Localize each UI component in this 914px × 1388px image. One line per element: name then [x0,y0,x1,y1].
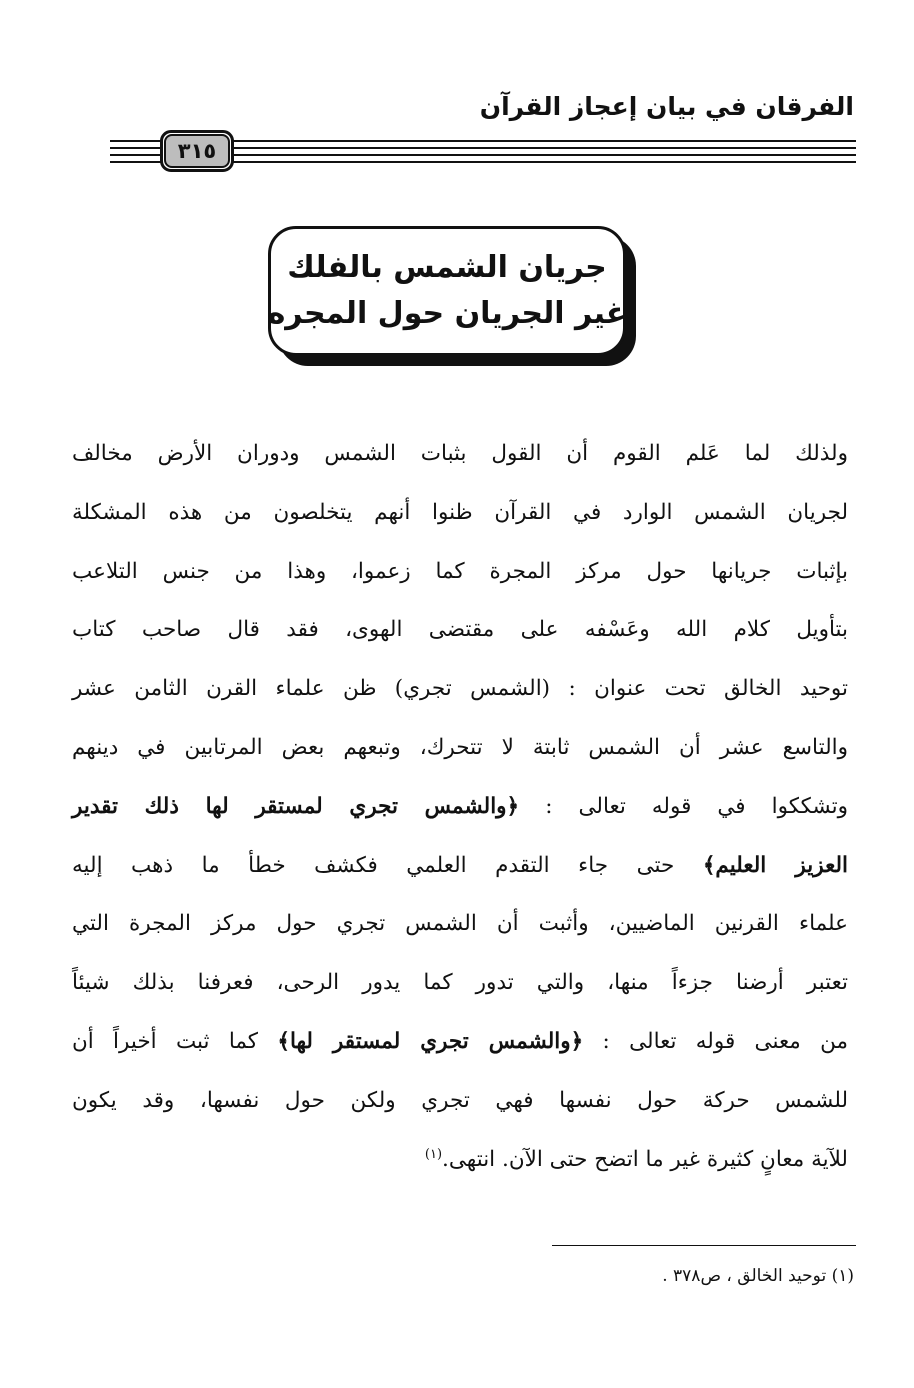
text-line: بتأويل كلام الله وعَسْفه على مقتضى الهوى، فقد قال صاحب كتاب [72,617,848,643]
text-run: للآية معانٍ كثيرة غير ما اتضح حتى الآن. انتهى. [442,1146,848,1172]
quran-verse: ﴿والشمس تجري لمستقر لها﴾ [277,1028,584,1054]
text-line: للشمس حركة حول نفسها فهي تجري ولكن حول نفسها، وقد يكون [72,1087,848,1113]
body-paragraph [72,425,848,1189]
text-run: وتشككوا في قوله تعالى : [519,793,848,819]
chapter-title-line-2: غير الجريان حول المجره [267,296,627,331]
text-line [72,837,848,896]
quran-verse: العزيز العليم﴾ [702,852,849,878]
page-number: ٣١٥ [164,134,230,168]
text-run: كما ثبت أخيراً أن [72,1028,278,1054]
text-run: من معنى قوله تعالى : [583,1028,849,1054]
chapter-title-box [268,226,626,356]
text-run: حتى جاء التقدم العلمي فكشف خطأ ما ذهب إليه [72,852,703,878]
footnote: (١) توحيد الخالق ، ص٣٧٨ . [662,1266,854,1286]
chapter-title-frame [268,226,636,366]
chapter-title-line-1: جريان الشمس بالفلك [287,250,607,285]
text-line: تعتبر أرضنا جزءاً منها، والتي تدور كما يدور الرحى، فعرفنا بذلك شيئاً [72,970,848,996]
footnote-reference[interactable]: (١) [424,1146,443,1162]
text-line: توحيد الخالق تحت عنوان : (الشمس تجري) ظن علماء القرن الثامن عشر [72,676,848,702]
text-line: ولذلك لما عَلم القوم أن القول بثبات الشمس ودوران الأرض مخالف [72,441,848,466]
text-line [72,778,848,837]
running-header-title: الفرقان في بيان إعجاز القرآن [479,92,854,121]
quran-verse: ﴿والشمس تجري لمستقر لها ذلك تقدير [72,793,520,819]
page-number-badge [160,130,234,172]
text-line: بإثبات جريانها حول مركز المجرة كما زعموا، وهذا من جنس التلاعب [72,558,848,584]
text-line [72,1131,848,1190]
text-line: والتاسع عشر أن الشمس ثابتة لا تتحرك، وتبعهم بعض المرتابين في دينهم [72,734,848,760]
footnote-divider [552,1245,856,1246]
text-line: علماء القرنين الماضيين، وأثبت أن الشمس تجري حول مركز المجرة التي [72,911,848,937]
text-line [72,1013,848,1072]
text-line: لجريان الشمس الوارد في القرآن ظنوا أنهم يتخلصون من هذه المشكلة [72,499,848,525]
